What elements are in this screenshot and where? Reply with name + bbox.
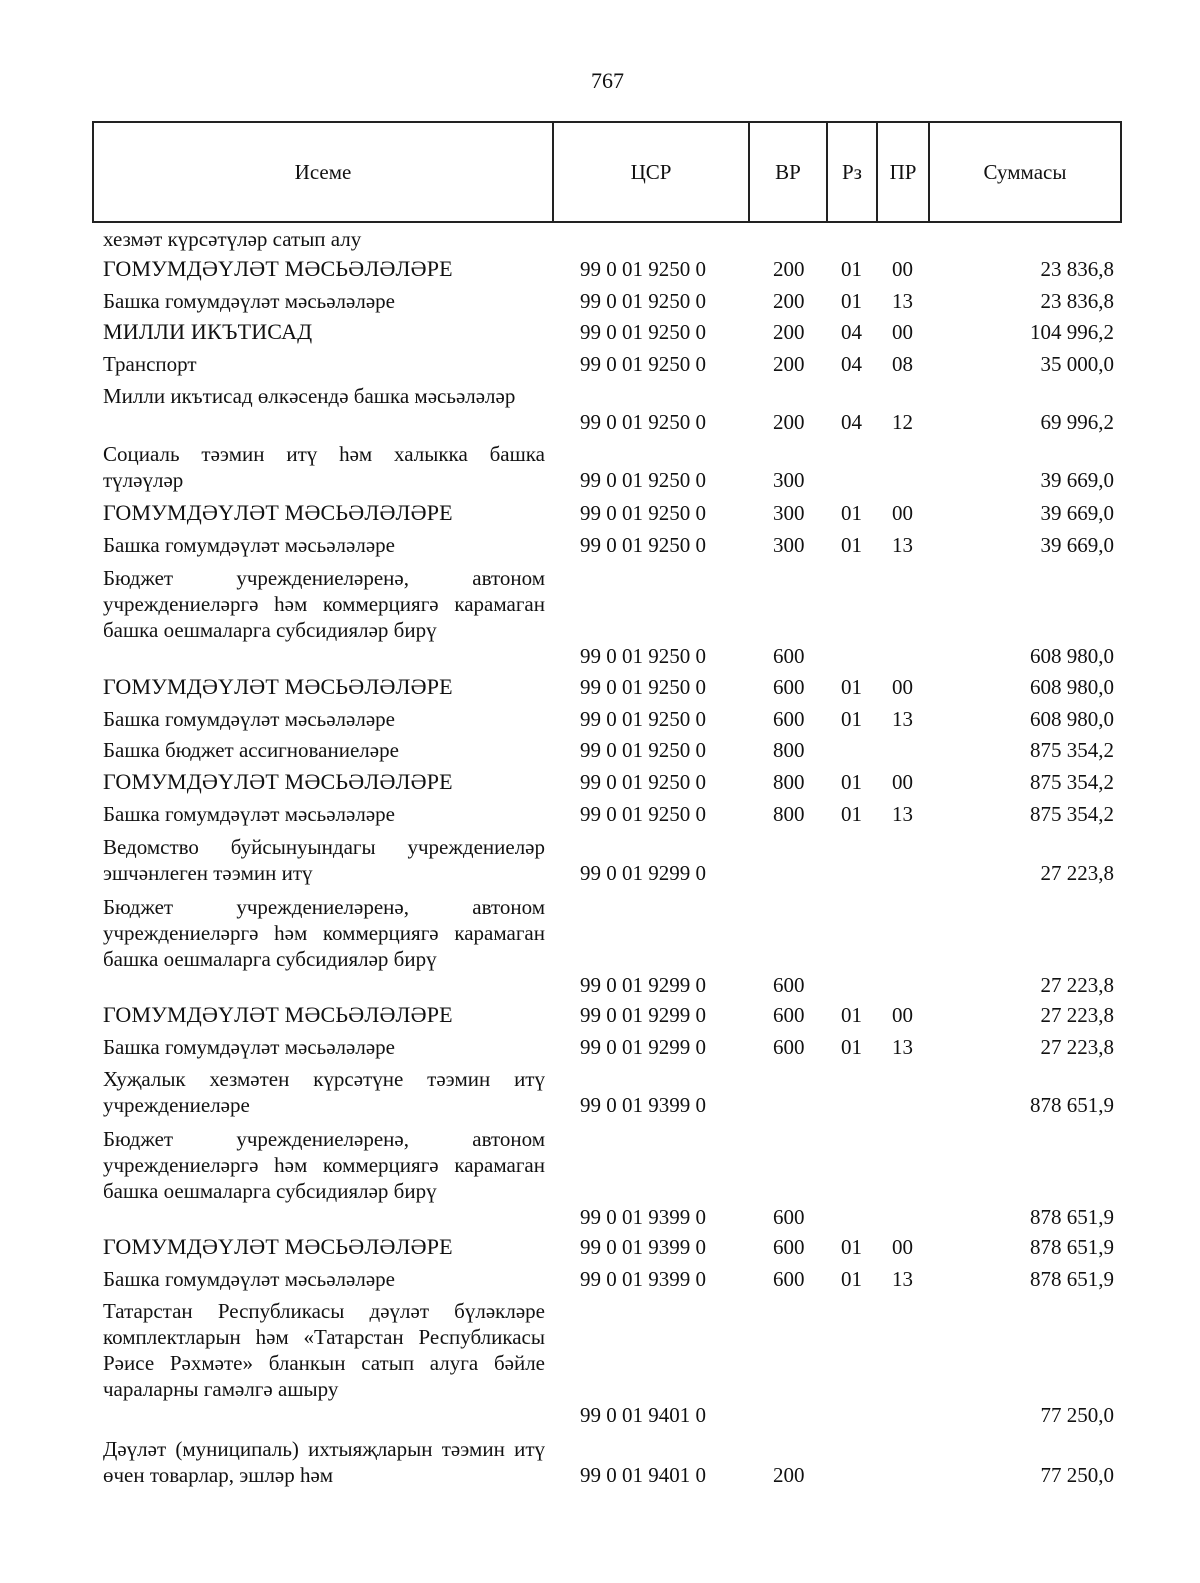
row-rz: 01 [841, 770, 862, 794]
table-row [0, 801, 1200, 827]
row-rz: 01 [841, 1003, 862, 1027]
header-csr: ЦСР [554, 123, 750, 221]
row-vr: 800 [773, 738, 805, 762]
table-row [0, 1234, 1200, 1260]
row-csr: 99 0 01 9299 0 [580, 1003, 706, 1027]
row-pr: 00 [892, 1003, 913, 1027]
table-row [0, 1126, 1200, 1230]
row-sum: 23 836,8 [1040, 289, 1114, 313]
row-vr: 200 [773, 1463, 805, 1487]
row-vr: 600 [773, 675, 805, 699]
row-name: ГОМУМДӘҮЛӘТ МӘСЬӘЛӘЛӘРЕ [103, 256, 453, 281]
row-csr: 99 0 01 9399 0 [580, 1093, 706, 1117]
row-csr: 99 0 01 9399 0 [580, 1205, 706, 1229]
row-name: Бюджет учреждениеләренә, автоном учреждениеләргә һәм коммерциягә карамаган башка оешмаларга субсидияләр бирү [103, 895, 545, 971]
row-csr: 99 0 01 9250 0 [580, 707, 706, 731]
row-sum: 104 996,2 [1030, 320, 1114, 344]
row-pr: 13 [892, 1035, 913, 1059]
row-sum: 878 651,9 [1030, 1235, 1114, 1259]
table-row [0, 1436, 1200, 1488]
header-sum: Суммасы [983, 159, 1067, 184]
row-rz: 01 [841, 1235, 862, 1259]
header-name: Исеме [94, 123, 554, 221]
row-sum: 608 980,0 [1030, 644, 1114, 668]
row-name: Социаль тәэмин итү һәм халыкка башка түләүләр [103, 442, 545, 492]
table-row [0, 383, 1200, 435]
row-csr: 99 0 01 9250 0 [580, 289, 706, 313]
row-name: МИЛЛИ ИКЪТИСАД [103, 319, 313, 344]
row-sum: 608 980,0 [1030, 707, 1114, 731]
row-csr: 99 0 01 9250 0 [580, 644, 706, 668]
table-row [0, 674, 1200, 700]
row-pr: 00 [892, 257, 913, 281]
row-pr: 08 [892, 352, 913, 376]
row-sum: 878 651,9 [1030, 1205, 1114, 1229]
row-vr: 600 [773, 1035, 805, 1059]
row-csr: 99 0 01 9250 0 [580, 320, 706, 344]
row-vr: 600 [773, 1003, 805, 1027]
page-number: 767 [591, 68, 624, 93]
table-row [0, 894, 1200, 998]
row-rz: 01 [841, 675, 862, 699]
row-vr: 600 [773, 973, 805, 997]
row-rz: 04 [841, 410, 862, 434]
row-csr: 99 0 01 9250 0 [580, 468, 706, 492]
row-pr: 13 [892, 1267, 913, 1291]
row-sum: 69 996,2 [1040, 410, 1114, 434]
row-csr: 99 0 01 9299 0 [580, 973, 706, 997]
table-row [0, 834, 1200, 886]
row-name: Башка бюджет ассигнованиеләре [103, 738, 399, 762]
row-name: ГОМУМДӘҮЛӘТ МӘСЬӘЛӘЛӘРЕ [103, 500, 453, 525]
header-rz: Рз [828, 123, 878, 221]
row-csr: 99 0 01 9250 0 [580, 738, 706, 762]
row-sum: 39 669,0 [1040, 533, 1114, 557]
row-pr: 13 [892, 802, 913, 826]
table-row [0, 500, 1200, 526]
row-pr: 12 [892, 410, 913, 434]
table-row [0, 1034, 1200, 1060]
row-csr: 99 0 01 9250 0 [580, 352, 706, 376]
table-row [0, 737, 1200, 763]
row-csr: 99 0 01 9401 0 [580, 1403, 706, 1427]
row-pr: 00 [892, 770, 913, 794]
row-vr: 800 [773, 770, 805, 794]
table-row [0, 441, 1200, 493]
row-vr: 200 [773, 257, 805, 281]
row-sum: 77 250,0 [1040, 1403, 1114, 1427]
row-sum: 23 836,8 [1040, 257, 1114, 281]
row-rz: 01 [841, 501, 862, 525]
table-row [0, 1298, 1200, 1428]
row-csr: 99 0 01 9250 0 [580, 257, 706, 281]
table-row [0, 769, 1200, 795]
row-name: ГОМУМДӘҮЛӘТ МӘСЬӘЛӘЛӘРЕ [103, 769, 453, 794]
row-rz: 04 [841, 320, 862, 344]
row-sum: 27 223,8 [1040, 1003, 1114, 1027]
row-pr: 13 [892, 289, 913, 313]
row-csr: 99 0 01 9250 0 [580, 410, 706, 434]
row-vr: 600 [773, 1205, 805, 1229]
row-pr: 13 [892, 533, 913, 557]
row-rz: 01 [841, 1035, 862, 1059]
table-row [0, 288, 1200, 314]
row-name: Башка гомумдәүләт мәсьәләләре [103, 1267, 395, 1291]
row-vr: 200 [773, 320, 805, 344]
row-rz: 01 [841, 802, 862, 826]
row-name: Башка гомумдәүләт мәсьәләләре [103, 533, 395, 557]
row-csr: 99 0 01 9399 0 [580, 1267, 706, 1291]
row-name: Башка гомумдәүләт мәсьәләләре [103, 289, 395, 313]
row-csr: 99 0 01 9299 0 [580, 1035, 706, 1059]
row-name: Хуҗалык хезмәтен күрсәтүне тәэмин итү учреждениеләре [103, 1067, 545, 1117]
table-row [0, 532, 1200, 558]
row-sum: 27 223,8 [1040, 861, 1114, 885]
header-vr: ВР [750, 123, 828, 221]
row-csr: 99 0 01 9401 0 [580, 1463, 706, 1487]
row-csr: 99 0 01 9250 0 [580, 802, 706, 826]
table-row [0, 1066, 1200, 1118]
row-vr: 600 [773, 644, 805, 668]
table-row [0, 565, 1200, 669]
row-rz: 01 [841, 533, 862, 557]
row-name: Милли икътисад өлкәсендә башка мәсьәләләр [103, 384, 516, 408]
row-rz: 01 [841, 707, 862, 731]
row-name: Дәүләт (муниципаль) ихтыяҗларын тәэмин итү өчен товарлар, эшләр һәм [103, 1437, 545, 1487]
row-sum: 875 354,2 [1030, 770, 1114, 794]
row-vr: 200 [773, 289, 805, 313]
row-name: Транспорт [103, 352, 197, 376]
table-row [0, 256, 1200, 282]
row-vr: 300 [773, 468, 805, 492]
row-name: ГОМУМДӘҮЛӘТ МӘСЬӘЛӘЛӘРЕ [103, 674, 453, 699]
row-sum: 35 000,0 [1040, 352, 1114, 376]
row-name: Ведомство буйсынуындагы учреждениеләр эшчәнлеген тәэмин итү [103, 835, 545, 885]
row-pr: 00 [892, 501, 913, 525]
row-sum: 27 223,8 [1040, 973, 1114, 997]
row-sum: 878 651,9 [1030, 1267, 1114, 1291]
row-vr: 600 [773, 1235, 805, 1259]
table-row [0, 351, 1200, 377]
row-vr: 300 [773, 501, 805, 525]
row-csr: 99 0 01 9250 0 [580, 675, 706, 699]
row-pr: 00 [892, 675, 913, 699]
row-pr: 00 [892, 320, 913, 344]
row-csr: 99 0 01 9299 0 [580, 861, 706, 885]
row-vr: 300 [773, 533, 805, 557]
row-sum: 878 651,9 [1030, 1093, 1114, 1117]
row-sum: 875 354,2 [1030, 802, 1114, 826]
table-header [92, 121, 1122, 223]
row-sum: 608 980,0 [1030, 675, 1114, 699]
row-rz: 01 [841, 1267, 862, 1291]
row-sum: 875 354,2 [1030, 738, 1114, 762]
table-row [0, 1002, 1200, 1028]
row-name: ГОМУМДӘҮЛӘТ МӘСЬӘЛӘЛӘРЕ [103, 1002, 453, 1027]
row-rz: 01 [841, 257, 862, 281]
row-sum: 39 669,0 [1040, 468, 1114, 492]
table-row [0, 319, 1200, 345]
row-rz: 04 [841, 352, 862, 376]
row-name: Татарстан Республикасы дәүләт бүләкләре комплектларын һәм «Татарстан Республикасы Рәисе Рәхмәте» бланкын сатып алуга бәйле чараларны гамәлгә ашыру [103, 1299, 545, 1401]
row-vr: 200 [773, 410, 805, 434]
table-row [0, 226, 1200, 252]
row-vr: 600 [773, 707, 805, 731]
row-pr: 00 [892, 1235, 913, 1259]
row-sum: 27 223,8 [1040, 1035, 1114, 1059]
row-name: Бюджет учреждениеләренә, автоном учреждениеләргә һәм коммерциягә карамаган башка оешмаларга субсидияләр бирү [103, 1127, 545, 1203]
row-csr: 99 0 01 9250 0 [580, 770, 706, 794]
row-csr: 99 0 01 9399 0 [580, 1235, 706, 1259]
row-name: Бюджет учреждениеләренә, автоном учреждениеләргә һәм коммерциягә карамаган башка оешмаларга субсидияләр бирү [103, 566, 545, 642]
row-sum: 39 669,0 [1040, 501, 1114, 525]
table-row [0, 706, 1200, 732]
row-vr: 800 [773, 802, 805, 826]
row-rz: 01 [841, 289, 862, 313]
row-pr: 13 [892, 707, 913, 731]
row-vr: 200 [773, 352, 805, 376]
header-pr: ПР [878, 123, 930, 221]
row-sum: 77 250,0 [1040, 1463, 1114, 1487]
row-name: ГОМУМДӘҮЛӘТ МӘСЬӘЛӘЛӘРЕ [103, 1234, 453, 1259]
row-name: Башка гомумдәүләт мәсьәләләре [103, 1035, 395, 1059]
row-csr: 99 0 01 9250 0 [580, 501, 706, 525]
table-row [0, 1266, 1200, 1292]
row-csr: 99 0 01 9250 0 [580, 533, 706, 557]
row-vr: 600 [773, 1267, 805, 1291]
row-name: хезмәт күрсәтүләр сатып алу [103, 227, 362, 251]
row-name: Башка гомумдәүләт мәсьәләләре [103, 802, 395, 826]
row-name: Башка гомумдәүләт мәсьәләләре [103, 707, 395, 731]
